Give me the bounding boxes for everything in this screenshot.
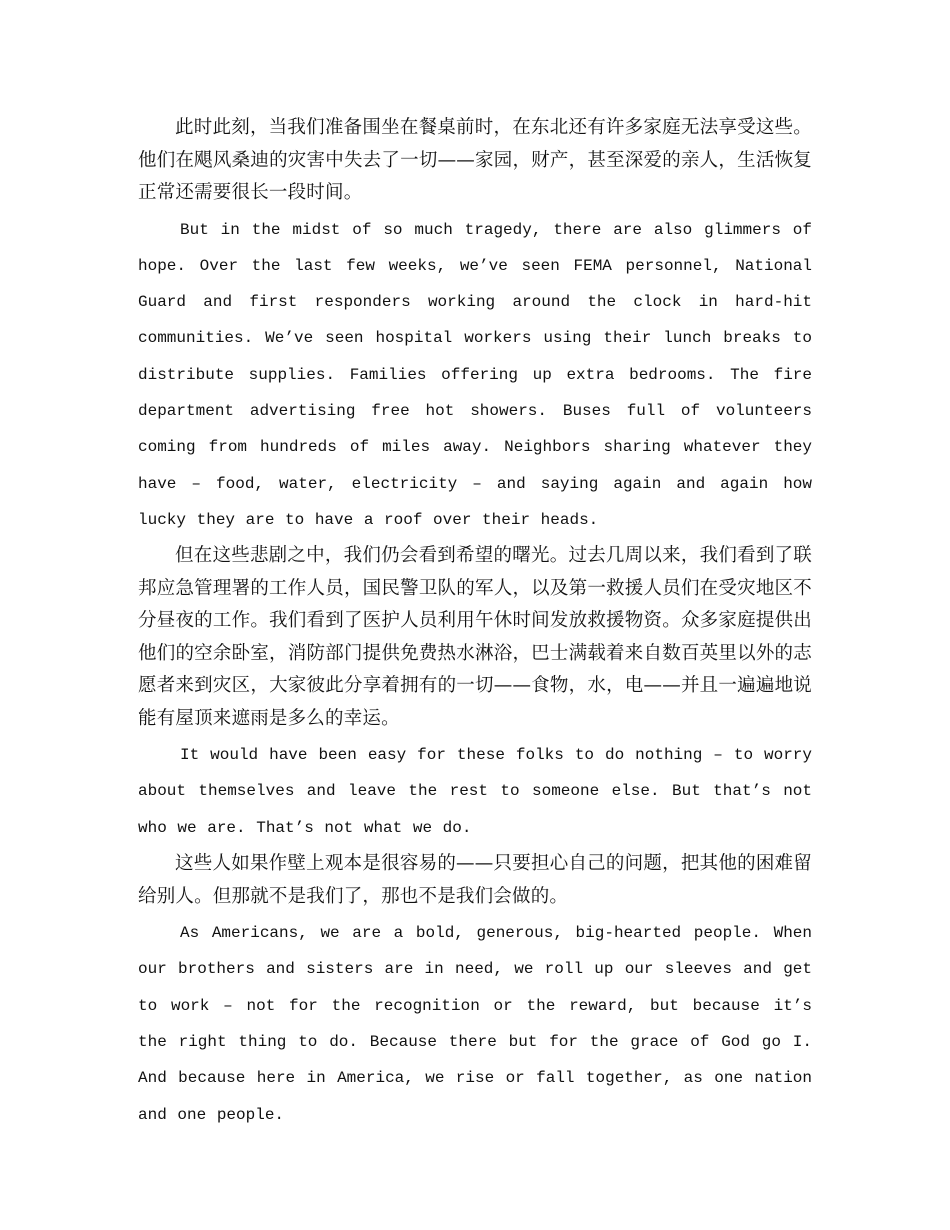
paragraph-en-1: But in the midst of so much tragedy, there are also glimmers of hope. Over the last few weeks, we’ve seen FEMA personnel, National Guard and first responders working around the clock in hard-hit communities. We’ve seen hospital workers using their lunch breaks to distribute supplies. Families offering up extra bedrooms. The fire department advertising free hot showers. Buses full of volunteers coming from hundreds of miles away. Neighbors sharing whatever they have – food, water, electricity – and saying again and again how lucky they are to have a roof over their heads. [138,220,812,529]
paragraph-zh-3: 这些人如果作壁上观本是很容易的——只要担心自己的问题，把其他的困难留给别人。但那就不是我们了，那也不是我们会做的。 [138,853,812,907]
paragraph-zh-2: 但在这些悲剧之中，我们仍会看到希望的曙光。过去几周以来，我们看到了联邦应急管理署的工作人员，国民警卫队的军人，以及第一救援人员们在受灾地区不分昼夜的工作。我们看到了医护人员利用午休时间发放救援物资。众多家庭提供出他们的空余卧室，消防部门提供免费热水淋浴，巴士满载着来自数百英里以外的志愿者来到灾区，大家彼此分享着拥有的一切——食物，水，电——并且一遍遍地说能有屋顶来遮雨是多么的幸运。 [138,545,812,729]
paragraph-en-2: It would have been easy for these folks to do nothing – to worry about themselves and leave the rest to someone else. But that’s not who we are. That’s not what we do. [138,746,812,837]
document-page [138,112,812,1135]
paragraph-en-3: As Americans, we are a bold, generous, big-hearted people. When our brothers and sisters are in need, we roll up our sleeves and get to work – not for the recognition or the reward, but because it’s the right thing to do. Because there but for the grace of God go I. And because here in America, we rise or fall together, as one nation and one people. [138,924,812,1124]
paragraph-zh-1: 此时此刻，当我们准备围坐在餐桌前时，在东北还有许多家庭无法享受这些。他们在飓风桑迪的灾害中失去了一切——家园，财产，甚至深爱的亲人，生活恢复正常还需要很长一段时间。 [138,117,812,203]
